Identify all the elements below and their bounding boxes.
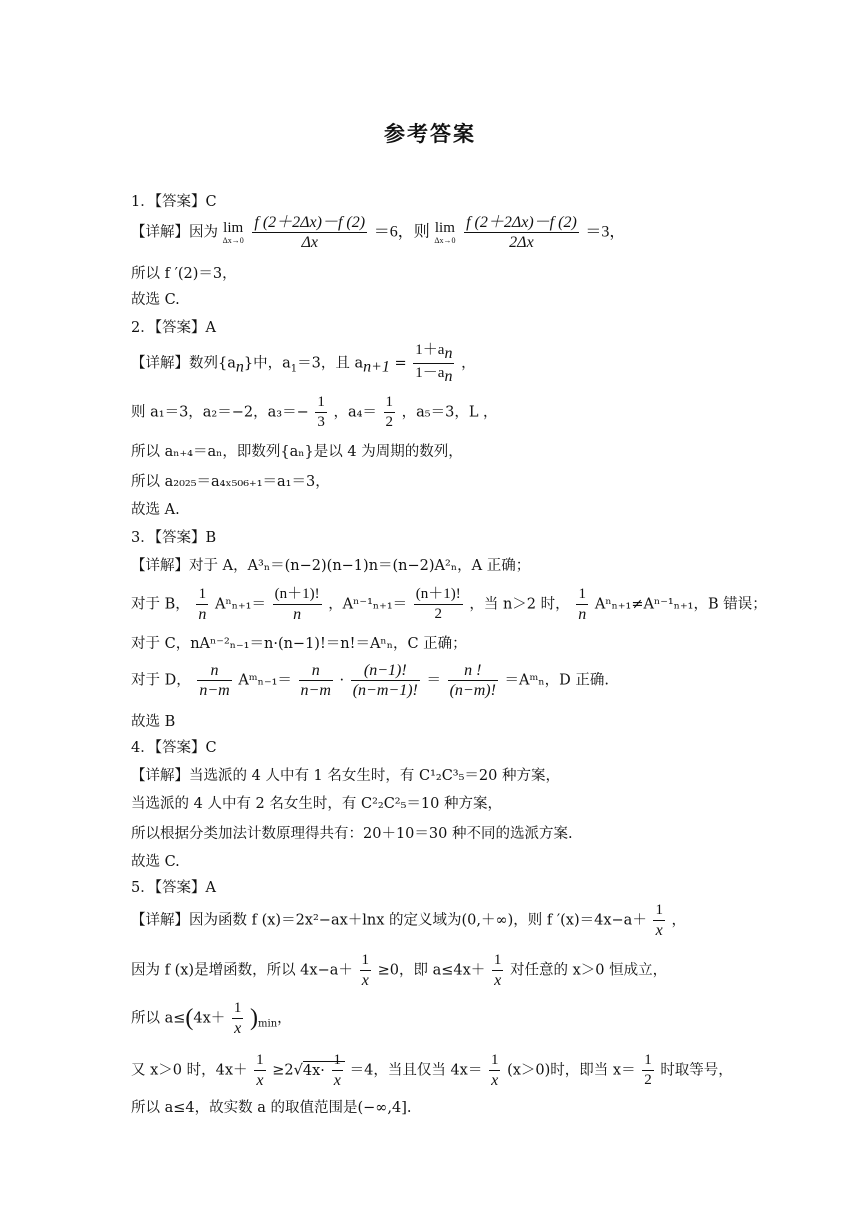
q5-heading: 5．【答案】A — [131, 880, 216, 896]
fraction: $\frac{1+a_n}{1-a_n}$ — [415, 342, 453, 385]
fraction: $\frac{1}{n}$ — [198, 586, 207, 623]
fraction: $\frac{1}{n}$ — [578, 586, 587, 623]
q5-line-4: 又 x＞0 时，4x＋ $\frac{1}{x}$ ≥2√4x· $\frac{1}{x}$ ＝4，当且仅当 4x＝ $\frac{1}{x}$ (x＞0)时，即当 x＝ $\frac{1}{2}$ 时取等号， — [131, 1052, 733, 1089]
q5-line-5: 所以 a≤4，故实数 a 的取值范围是(−∞,4]. — [131, 1100, 412, 1116]
fraction: $\frac{1}{x}$ — [233, 1000, 242, 1037]
q5-line-2: 因为 f (x)是增函数，所以 4x−a＋ $\frac{1}{x}$ ≥0，即 a≤4x＋ $\frac{1}{x}$ 对任意的 x＞0 恒成立， — [131, 952, 668, 989]
fraction: $\frac{1}{x}$ — [361, 952, 369, 989]
q3-line-3: 对于 C，nAⁿ⁻²ₙ₋₁＝n·(n−1)!＝n!＝Aⁿₙ，C 正确； — [131, 636, 467, 652]
q4-line-1: 【详解】当选派的 4 人中有 1 名女生时，有 C¹₂C³₅＝20 种方案， — [131, 768, 560, 784]
q1-line-2: 所以 f ′(2)＝3， — [131, 266, 237, 282]
q4-line-2: 当选派的 4 人中有 2 名女生时，有 C²₂C²₅＝10 种方案， — [131, 796, 502, 812]
q2-line-2: 则 a₁＝3，a₂＝−2，a₃＝− $\frac{1}{3}$ ，a₄＝ $\frac{1}{2}$ ，a₅＝3，L ， — [131, 394, 498, 430]
fraction: $\frac{1}{3}$ — [317, 394, 325, 430]
fraction: $\frac{(n-1)!}{(n-m-1)!}$ — [352, 662, 418, 699]
q3-line-5: 故选 B — [131, 714, 176, 730]
page-title: 参考答案 — [384, 122, 476, 146]
q2-line-3: 所以 aₙ₊₄＝aₙ，即数列{aₙ}是以 4 为周期的数列， — [131, 444, 463, 460]
fraction: $\frac{n}{n-m}$ — [300, 662, 331, 699]
text: 【详解】因为 — [131, 224, 218, 241]
fraction: $\frac{1}{2}$ — [644, 1052, 652, 1088]
text: ＝6，则 — [373, 223, 430, 241]
fraction: $\frac{f (2+2\Delta x)-f (2)}{\Delta x}$ — [254, 214, 366, 251]
q5-line-1: 【详解】因为函数 f (x)＝2x²−ax＋lnx 的定义域为(0,＋∞)，则 f ′(x)＝4x−a＋ $\frac{1}{x}$ ， — [131, 902, 687, 939]
fraction: $\frac{n !}{(n-m)!}$ — [449, 662, 496, 699]
q3-line-2: 对于 B， $\frac{1}{n}$ Aⁿₙ₊₁＝ $\frac{(n+1)!}{n}$ ，Aⁿ⁻¹ₙ₊₁＝ $\frac{(n+1)!}{2}$ ，当 n＞2 时， $\frac{1}{n}$ Aⁿₙ₊₁≠Aⁿ⁻¹ₙ₊₁，B 错误； — [131, 586, 767, 623]
q2-line-4: 所以 a₂₀₂₅＝a₄ₓ₅₀₆₊₁＝a₁＝3， — [131, 474, 330, 490]
q5-line-3: 所以 a≤(4x＋ $\frac{1}{x}$ )$_{min}$， — [131, 1000, 292, 1037]
q3-line-4: 对于 D， $\frac{n}{n-m}$ Aᵐₙ₋₁＝ $\frac{n}{n-m}$ · $\frac{(n-1)!}{(n-m-1)!}$ ＝ $\frac{n !}{(n-m)!}$ ＝Aᵐₙ，D 正确. — [131, 662, 610, 699]
fraction: $\frac{1}{2}$ — [385, 394, 394, 430]
limit: lim Δx→0 — [434, 220, 456, 245]
q1-line-3: 故选 C. — [131, 292, 180, 308]
fraction: $\frac{f (2+2\Delta x)-f (2)}{2\Delta x}$ — [466, 214, 577, 251]
fraction: $\frac{1}{x}$ — [490, 1052, 499, 1089]
q2-detail-line: 【详解】数列$\{a_n\}$中，$a_1=3$，且 $a_{n+1}$ = $\frac{1+a_n}{1-a_n}$ ， — [131, 342, 476, 385]
fraction: $\frac{(n+1)!}{2}$ — [415, 586, 461, 622]
fraction: $\frac{1}{x}$ — [256, 1052, 264, 1089]
q4-line-4: 故选 C. — [131, 854, 180, 870]
q4-line-3: 所以根据分类加法计数原理得共有：20＋10＝30 种不同的选派方案. — [131, 826, 573, 842]
fraction: $\frac{1}{x}$ — [333, 1052, 341, 1089]
fraction: $\frac{1}{x}$ — [493, 952, 502, 989]
fraction: $\frac{n}{n-m}$ — [199, 662, 230, 699]
fraction: $\frac{(n+1)!}{n}$ — [274, 586, 320, 623]
q2-line-5: 故选 A. — [131, 502, 180, 518]
q1-heading: 1．【答案】C — [131, 194, 217, 210]
limit: lim Δx→0 — [222, 220, 244, 245]
text: ＝3， — [585, 223, 626, 241]
q2-heading: 2．【答案】A — [131, 320, 216, 336]
q1-detail-line — [131, 214, 625, 251]
q4-heading: 4．【答案】C — [131, 740, 217, 756]
fraction: $\frac{1}{x}$ — [655, 902, 663, 939]
q3-line-1: 【详解】对于 A，A³ₙ＝(n−2)(n−1)n＝(n−2)A²ₙ，A 正确； — [131, 558, 531, 574]
q3-heading: 3．【答案】B — [131, 530, 217, 546]
